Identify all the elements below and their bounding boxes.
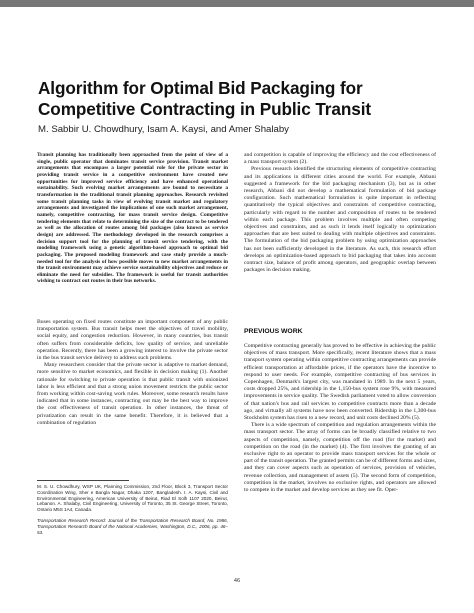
left-body: [37, 319, 228, 473]
right-body-top: [244, 152, 436, 304]
footnote: [37, 484, 228, 570]
author-affiliations: M. S. U. Chowdhury, WSP UK, Planning Commission, 2nd Floor, Block 3, Transport Sector Coordination Wing, Sher e Bangla Nagar, Dhaka 1207, Bangladesh. I. A. Kaysi, Civil and Environmental Engineering, American University of Beirut, Riad El Solh 1107 2020, Beirut, Lebanon. A. Shalaby, Civil Engineering, University of Toronto, 35 St. George Street, Toronto, Ontario M5S 1A4, Canada.: [37, 484, 228, 513]
body-paragraph: There is a wide spectrum of competition and regulation arrangements within the mass transport sector. The array of forms can be broadly classified relative to two aspects of competition, namely, competition off the road (for the market) and competition on the road (in the market) (4). The first involves the granting of an exclusive right to an operator to provide mass transport services for the whole or part of the transit operation. The granted permits can be of different forms and sizes, and they can cover aspects such as operation of services, provision of vehicles, revenue collection, and management of assets (5). The second form of competition, competition in the market, involves no exclusive rights, and operators are allowed to compete in the market and develop services as they see fit. Oper-: [244, 422, 436, 494]
body-paragraph: Competitive contracting generally has proved to be effective in achieving the public objectives of mass transport. More specifically, recent literature shows that a mass transport system operating within competitive contracting arrangements can provide efficient transportation at affordable prices, if the operators have the incentive to respond to user needs. For example, competitive contracting of bus services in Copenhagen, Denmark's largest city, was mandated in 1989. In the next 5 years, costs dropped 25%, and ridership in the 1,150-bus system rose 9%, with measured improvements in service quality. The Swedish parliament voted to allow conversion of that nation's bus and rail services to competitive contracts more than a decade ago, and virtually all systems have now been converted. Ridership in the 1,300-bus Stockholm system has risen to a new record, and unit costs declined 20% (5).: [244, 343, 436, 422]
footnote-rule: [37, 480, 129, 481]
right-body-bottom: [244, 343, 436, 569]
top-header-bar: [0, 0, 474, 7]
citation: Transportation Research Record: Journal of the Transportation Research Board, No. 1986, Transportation Research Board of the National Academies, Washington, D.C., 2006, pp. 46–53.: [37, 517, 228, 535]
body-paragraph: Many researchers consider that the private sector is adaptive to market demand, more sensitive to market economics, and flexible in decision making (1). Another rationale for switching to private operation is that public transit with unionized labor is less efficient and that a strong union movement restricts the public sector from working within cost-saving work rules. Moreover, some research results have indicated that in some instances, contracting out may be the best way to improve the cost effectiveness of transit operation. In other instances, the threat of privatization can result in the same benefit. Therefore, it is believed that a combination of regulation: [37, 362, 228, 426]
abstract: [37, 152, 228, 304]
body-paragraph: Buses operating on fixed routes constitute an important component of any public transportation system. Bus transit helps meet the objectives of travel mobility, social equity, and congestion reduction. However, in many countries, bus transit often suffers from considerable deficits, low quality of service, and unreliable operation. Recently, there has been a growing interest to involve the private sector in the bus transit service delivery to address such problems.: [37, 319, 228, 362]
body-paragraph: and competition is capable of improving the efficiency and the cost effectiveness of a mass transport system (2).: [244, 152, 436, 166]
paper-title: Algorithm for Optimal Bid Packaging for Competitive Contracting in Public Transit: [38, 77, 372, 119]
section-heading: PREVIOUS WORK: [244, 328, 303, 335]
page-number: 46: [233, 578, 241, 584]
section-heading-container: [244, 328, 436, 338]
body-paragraph: Previous research identified the structuring elements of competitive contracting and its applications in different cities around the world. For example, Abbani suggested a framework for the bid packaging mechanism (3), but as in other research, Abbani did not develop a mathematical formulation of bid package configuration. Such mathematical formulation is quite important in reflecting quantitatively the typical objectives and constraints of competitive contracting, particularly with regard to the number and composition of routes to be tendered within each package. This problem involves multiple and often competing objectives and constraints, and as such it lends itself logically to optimization approaches that are best suited to dealing with multiple objectives and constraints. The formulation of the bid packaging problem by using optimization approaches has not been sufficiently developed in the literature. As such, this research effort develops an optimization-based approach to bid packaging that takes into account contract size, balance of profit among operators, and geographic overlap between packages in decision making.: [244, 166, 436, 274]
paper-authors: M. Sabbir U. Chowdhury, Isam A. Kaysi, and Amer Shalaby: [38, 124, 289, 135]
abstract-text: Transit planning has traditionally been approached from the point of view of a single, public operator that dominates transit service provision. Transit market arrangements that encompass a larger potential role for the private sector in providing transit service in a competitive environment have created new opportunities for improved service efficiency and have enhanced operational sustainability. Such evolving market arrangements are bound to necessitate a transformation in the traditional transit planning approaches. Research revisited some transit planning tasks in view of evolving transit market and regulatory arrangements and investigated the implications of one such market arrangement, namely, competitive contracting, for mass transit service design. Competitive tendering elements that relate to determining the size of the contract to be tendered as well as the allocation of routes among bid packages (also known as service design) are addressed. The methodology developed in the research comprises a decision support tool for the planning of transit service tendering, with the modeling framework using a genetic algorithm-based approach to optimal bid packaging. The proposed modeling framework and case study provide a much-needed tool for the analysis of how possible moves to new market arrangements in the transit environment may achieve service sustainability objectives and reduce or eliminate the need for subsidies. The framework is useful for transit authorities wishing to contract out routes in their bus networks.: [37, 152, 228, 285]
